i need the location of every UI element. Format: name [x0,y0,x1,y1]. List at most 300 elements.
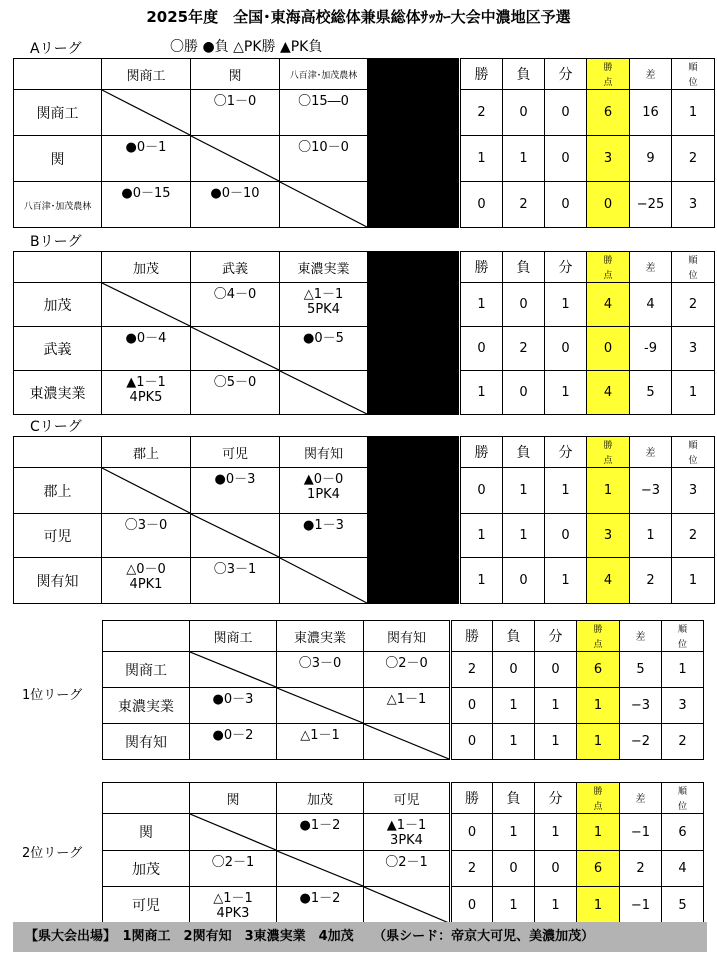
stat-value: 0 [477,341,486,356]
stat-value: 0 [519,573,528,588]
stat-w [451,688,493,724]
row-team-name [103,724,190,760]
stat-value: 5 [646,385,655,400]
team-row [103,688,704,724]
diagonal-line [280,182,367,227]
pk-score: 1PK4 [307,487,340,502]
stat-d [545,283,587,327]
stat-value: 1 [561,385,570,400]
match-score: ▲1－1 [126,375,166,390]
stat-value: 0 [519,385,528,400]
stat-diff [630,558,672,604]
match-result-cell [102,558,191,604]
team-name: 関 [228,68,242,84]
stat-rank [662,814,704,851]
stat-value: 3 [688,341,698,356]
match-score: ●0－10 [210,186,260,201]
self-match-cell [102,90,191,136]
stat-value: 0 [467,897,477,913]
blank-column [368,371,460,415]
stat-w [460,558,503,604]
match-result-cell [102,327,191,371]
stat-value: 0 [561,528,570,543]
stat-header-rank [662,783,704,814]
stat-d [535,688,577,724]
stat-header-label: 勝 点 [603,63,613,88]
stat-value: 1 [688,385,698,400]
stat-header-label: 勝 [465,791,479,807]
stat-header-label: 分 [548,629,563,645]
stat-value: 6 [678,824,687,840]
stat-l [493,724,535,760]
self-match-cell [190,814,277,851]
stat-value: −3 [640,483,661,498]
stat-header-win [460,59,503,90]
stat-diff [630,514,672,558]
match-result-cell [364,851,451,887]
stat-value: 2 [678,734,687,749]
match-score: 〇15―0 [298,94,349,109]
league-label: 2位リーグ [22,846,83,861]
stat-value: 0 [603,197,613,212]
blank-column [368,327,460,371]
stat-header-label: 順 位 [688,441,698,466]
stat-header-rank [672,252,715,283]
diagonal-line [191,136,279,181]
match-result-cell [102,371,191,415]
stat-header-points [587,437,630,468]
stat-value: 2 [467,861,477,876]
blank-column [368,182,460,228]
stat-value: 3 [603,528,613,543]
self-match-cell [190,652,277,688]
stat-l [493,814,535,851]
stat-w [460,327,503,371]
match-result-cell [277,724,364,760]
match-result-cell [280,90,368,136]
stat-w [451,652,493,688]
match-result-cell [190,851,277,887]
stat-header-label: 差 [645,263,656,274]
stat-l [503,283,545,327]
stat-value: 1 [509,698,518,713]
stat-w [460,371,503,415]
stat-value: 3 [603,151,613,166]
stat-value: 0 [551,662,560,677]
match-score: 〇10－0 [298,140,349,155]
stat-value: 1 [519,151,528,166]
stat-l [493,851,535,887]
pk-score: 4PK1 [129,577,163,592]
stat-value: 0 [561,341,570,356]
match-score: 〇1－0 [213,94,257,109]
stat-l [503,182,545,228]
stat-value: 0 [561,105,570,120]
match-score: △1－1 [300,728,340,743]
match-result-cell [191,90,280,136]
stat-l [503,90,545,136]
league-table [102,620,704,760]
column-team-header [364,621,451,652]
team-name: 東濃実業 [293,630,346,646]
blank-column [368,468,460,514]
team-name: 可児 [221,446,248,462]
team-name: 武義 [221,261,248,277]
team-row [14,283,715,327]
stat-value: 4 [603,297,613,312]
stat-rank [672,514,715,558]
stat-pts [587,327,630,371]
stat-rank [672,136,715,182]
match-score: △1－1 [213,891,253,906]
stat-value: 16 [642,105,659,120]
stat-pts [587,558,630,604]
stat-l [503,514,545,558]
column-team-header [280,59,368,90]
stat-value: 1 [561,573,570,588]
stat-header-label: 差 [635,632,646,643]
team-row [14,90,715,136]
stat-header-label: 順 位 [688,63,698,88]
self-match-cell [191,514,280,558]
match-result-cell [190,688,277,724]
stat-value: 0 [467,698,477,713]
stat-rank [662,851,704,887]
stat-header-loss [493,783,535,814]
stat-value: 5 [678,897,687,913]
stat-header-label: 分 [558,67,573,83]
stat-value: 0 [509,662,518,677]
stat-header-label: 差 [645,70,656,81]
team-name: 関有知 [386,630,426,646]
column-team-header [190,621,277,652]
league-label: Aリーグ [30,41,82,57]
stat-pts [577,887,620,924]
team-name: 加茂 [132,861,160,878]
team-name: 八百津･加茂農林 [23,201,92,212]
match-result-cell [280,283,368,327]
stat-value: 2 [477,105,486,120]
row-team-name [14,371,102,415]
stat-value: 1 [593,734,603,749]
stat-header-draw [545,437,587,468]
stat-header-label: 勝 [465,629,479,645]
stat-header-rank [662,621,704,652]
team-name: 関有知 [303,446,343,462]
team-name: 関商工 [126,68,166,84]
stat-diff [620,724,662,760]
stat-l [503,136,545,182]
stat-rank [662,652,704,688]
stat-header-label: 勝 点 [603,441,613,466]
team-row [103,814,704,851]
row-team-name [14,136,102,182]
diagonal-line [102,283,190,326]
stat-header-points [577,783,620,814]
stat-pts [587,136,630,182]
stat-pts [577,724,620,760]
stat-value: 1 [509,824,518,840]
match-score: ●0－4 [125,331,167,346]
stat-w [451,724,493,760]
team-name: 関有知 [125,734,167,751]
column-team-header [277,621,364,652]
stat-value: −3 [630,698,651,713]
stat-pts [587,468,630,514]
stat-rank [662,887,704,924]
team-name: 加茂 [132,261,159,277]
column-team-header [277,783,364,814]
self-match-cell [277,851,364,887]
stat-diff [620,887,662,924]
blank-column [368,90,460,136]
blank-column [368,558,460,604]
stat-d [535,652,577,688]
stat-value: 1 [593,824,603,840]
stat-value: 0 [467,734,477,749]
diagonal-line [277,851,363,886]
stat-value: 0 [519,297,528,312]
stat-diff [620,652,662,688]
match-score: 〇3－0 [298,656,342,671]
team-row [14,136,715,182]
stat-header-draw [545,59,587,90]
stat-d [545,514,587,558]
stat-rank [672,182,715,228]
stat-header-rank [672,59,715,90]
team-name: 関商工 [125,662,167,679]
stat-value: −1 [630,824,651,840]
match-score: △1－1 [386,692,427,707]
stat-value: 1 [593,698,603,713]
stat-value: 0 [477,483,486,498]
stat-l [493,887,535,924]
team-name: 東濃実業 [118,698,174,715]
stat-diff [630,283,672,327]
stat-d [545,90,587,136]
team-row [14,182,715,228]
stat-header-label: 勝 [474,445,489,461]
team-name: 関 [226,792,240,808]
blank-column [368,252,460,283]
stat-value: 2 [688,297,698,312]
stat-value: 2 [467,662,477,677]
stat-value: 1 [688,573,698,588]
stat-value: 3 [688,197,698,212]
stat-pts [587,90,630,136]
team-name: 関 [139,825,153,841]
stat-rank [672,283,715,327]
stat-value: 1 [646,528,655,543]
stat-header-label: 勝 点 [593,787,603,812]
team-name: 関商工 [213,630,253,646]
self-match-cell [280,558,368,604]
stat-value: -9 [644,341,657,356]
stat-l [493,688,535,724]
match-score: ●0－3 [212,692,254,707]
stat-value: 4 [603,573,613,588]
stat-header-draw [535,783,577,814]
stat-header-label: 順 位 [677,625,687,650]
stat-pts [577,851,620,887]
stat-w [460,136,503,182]
stat-header-rank [672,437,715,468]
stat-header-win [451,621,493,652]
pk-score: 4PK3 [216,906,250,921]
stat-value: 4 [646,297,655,312]
stat-header-label: 負 [516,445,531,461]
match-result-cell [191,283,280,327]
stat-value: 1 [519,483,528,498]
row-team-name [103,851,190,887]
stat-value: 6 [593,861,603,876]
stat-pts [577,688,620,724]
column-team-header [280,252,368,283]
stat-header-win [460,252,503,283]
stat-value: 1 [551,734,560,749]
stat-value: 1 [561,297,570,312]
league-table [13,58,715,228]
self-match-cell [280,182,368,228]
pk-score: 5PK4 [307,302,340,317]
match-score: ●0－1 [125,140,167,155]
stat-value: 1 [509,734,518,749]
stat-value: 4 [678,861,687,876]
stat-value: 0 [477,197,486,212]
match-result-cell [280,514,368,558]
diagonal-line [102,468,190,513]
match-result-cell [364,814,451,851]
corner-cell [14,59,102,90]
column-team-header [102,437,191,468]
row-team-name [14,514,102,558]
row-team-name [14,283,102,327]
team-row [103,724,704,760]
stat-header-points [587,59,630,90]
stat-d [545,468,587,514]
row-team-name [103,652,190,688]
team-row [14,327,715,371]
prefectural-qualifiers-footer: 【県大会出場】 1関商工 2関有知 3東濃実業 4加茂 （県シード：帝京大可児、美濃加茂） [13,922,707,952]
stat-header-loss [503,437,545,468]
team-name: 加茂 [43,297,72,314]
stat-value: 1 [477,297,486,312]
match-result-cell [277,652,364,688]
match-result-cell [191,558,280,604]
stat-header-label: 勝 [474,260,489,276]
corner-cell [103,783,190,814]
stat-header-draw [535,621,577,652]
stat-rank [662,688,704,724]
match-score: △1－1 [303,287,344,302]
match-score: 〇2－1 [211,855,255,870]
stat-rank [672,371,715,415]
diagonal-line [102,90,190,135]
diagonal-line [190,814,276,850]
stat-d [545,371,587,415]
stat-w [451,851,493,887]
stat-l [503,558,545,604]
stat-diff [630,327,672,371]
stat-rank [672,90,715,136]
stat-pts [587,514,630,558]
match-result-cell [102,514,191,558]
match-score: ●0－5 [303,331,344,346]
stat-header-label: 負 [506,629,521,645]
stat-w [460,182,503,228]
blank-column [368,514,460,558]
diagonal-line [280,371,367,414]
stat-rank [672,468,715,514]
stat-d [535,887,577,924]
stat-rank [672,327,715,371]
diagonal-line [191,327,279,370]
league-label: Bリーグ [30,234,82,250]
stat-value: 2 [636,861,645,876]
stat-value: 0 [551,861,560,876]
match-score: 〇3－0 [124,518,168,533]
blank-column [368,59,460,90]
league-table [102,782,704,924]
stat-l [503,468,545,514]
stat-diff [630,182,672,228]
match-score: 〇5－0 [213,375,257,390]
self-match-cell [364,724,451,760]
row-team-name [103,814,190,851]
pk-score: 4PK5 [129,390,163,405]
match-result-cell [277,887,364,924]
match-result-cell [277,814,364,851]
match-score: 〇4－0 [213,287,257,302]
stat-diff [630,136,672,182]
stat-header-label: 分 [558,445,573,461]
stat-value: 1 [551,824,560,840]
team-name: 可児 [393,792,420,808]
stat-value: 1 [561,483,570,498]
team-name: 可児 [132,898,160,914]
stat-header-diff [620,621,662,652]
match-result-cell [364,688,451,724]
stat-header-label: 負 [506,791,521,807]
stat-header-loss [503,59,545,90]
column-team-header [280,437,368,468]
blank-column [368,136,460,182]
team-name: 関商工 [36,105,79,122]
stat-value: 1 [477,151,486,166]
row-team-name [14,182,102,228]
column-team-header [364,783,451,814]
stat-w [460,468,503,514]
match-score: 〇2－0 [385,656,428,671]
row-team-name [14,468,102,514]
stat-value: 1 [678,662,687,677]
stat-value: 6 [593,662,603,677]
stat-diff [620,851,662,887]
stat-header-points [587,252,630,283]
stat-header-win [460,437,503,468]
diagonal-line [280,558,367,603]
team-name: 東濃実業 [297,261,350,277]
row-team-name [103,688,190,724]
stat-d [535,724,577,760]
stat-d [535,851,577,887]
stat-header-loss [503,252,545,283]
column-team-header [191,437,280,468]
team-row [14,468,715,514]
match-score: ●1－2 [299,818,341,833]
stat-header-diff [620,783,662,814]
stat-header-label: 差 [635,794,646,805]
